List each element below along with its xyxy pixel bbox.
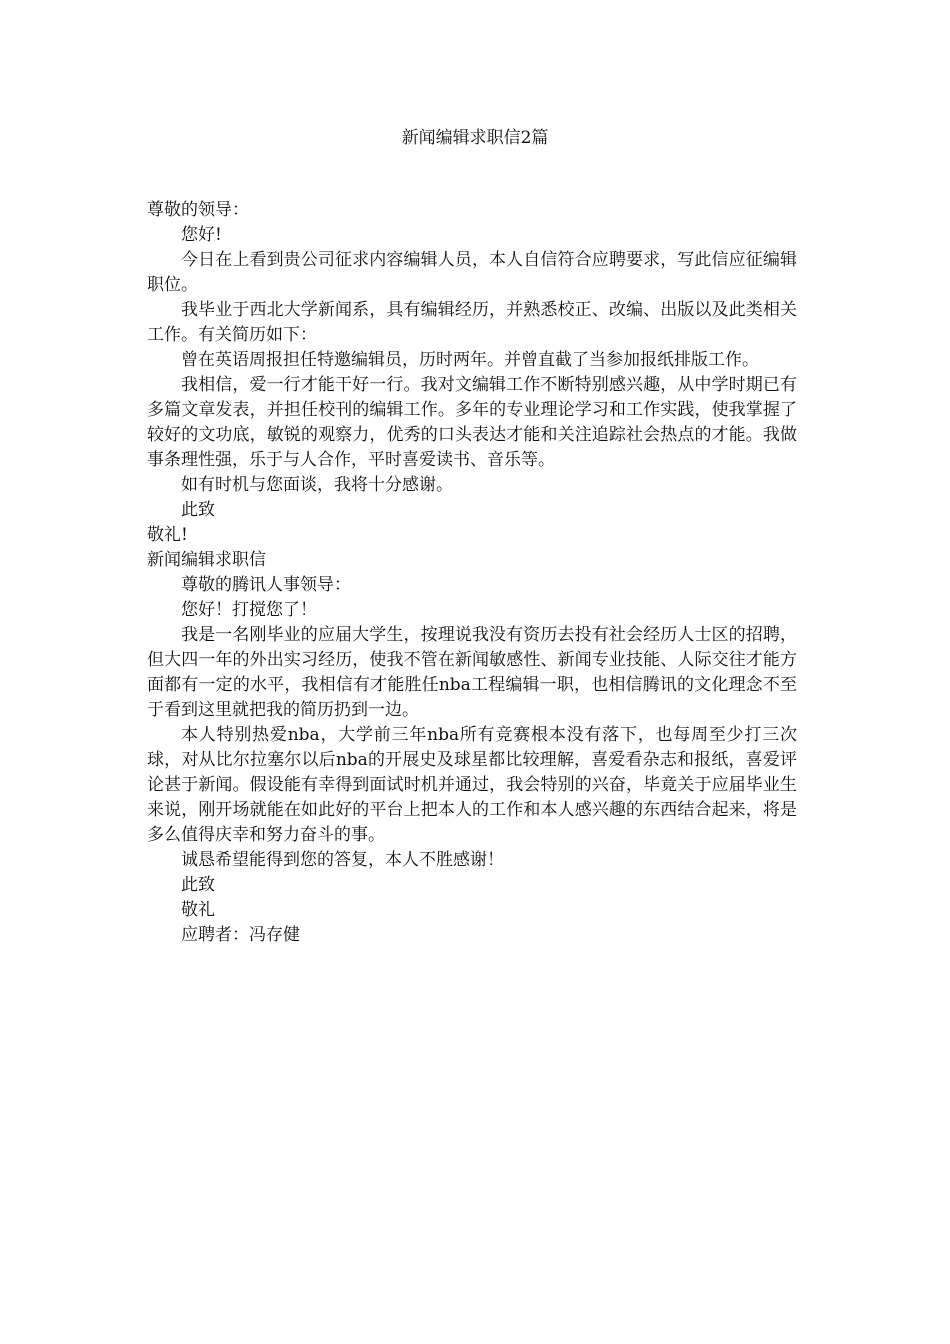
paragraph: 今日在上看到贵公司征求内容编辑人员，本人自信符合应聘要求，写此信应征编辑职位。 xyxy=(147,250,797,295)
closing: 此致 xyxy=(181,500,215,520)
document-title: 新闻编辑求职信2篇 xyxy=(401,128,549,148)
paragraph: 诚恳希望能得到您的答复，本人不胜感谢！ xyxy=(181,850,504,870)
paragraph: 我相信，爱一行才能干好一行。我对文编辑工作不断特别感兴趣，从中学时期已有多篇文章发表，并担任校刊的编辑工作。多年的专业理论学习和工作实践，使我掌握了较好的文功底，敏锐的观察力，优秀的口头表达才能和关注追踪社会热点的才能。我做事条理性强，乐于与人合作，平时喜爱读书、音乐等。 xyxy=(147,375,797,470)
paragraph: 我毕业于西北大学新闻系，具有编辑经历，并熟悉校正、改编、出版以及此类相关工作。有关简历如下： xyxy=(147,300,797,345)
signature: 应聘者：冯存健 xyxy=(181,925,300,945)
paragraph: 本人特别热爱nba，大学前三年nba所有竞赛根本没有落下，也每周至少打三次球，对从比尔拉塞尔以后nba的开展史及球星都比较理解，喜爱看杂志和报纸，喜爱评论甚于新闻。假设能有幸得到面试时机并通过，我会特别的兴奋，毕竟关于应届毕业生来说，刚开场就能在如此好的平台上把本人的工作和本人感兴趣的东西结合起来，将是多么值得庆幸和努力奋斗的事。 xyxy=(147,725,797,845)
closing: 此致 xyxy=(181,875,215,895)
closing-regards: 敬礼 xyxy=(181,900,215,920)
salutation: 您好! xyxy=(181,225,222,245)
closing-regards: 敬礼! xyxy=(147,525,188,545)
paragraph: 如有时机与您面谈，我将十分感谢。 xyxy=(181,475,453,495)
salutation: 您好！打搅您了！ xyxy=(181,600,317,620)
greeting: 尊敬的腾讯人事领导： xyxy=(181,575,351,595)
paragraph: 曾在英语周报担任特邀编辑员，历时两年。并曾直截了当参加报纸排版工作。 xyxy=(181,350,759,370)
greeting: 尊敬的领导： xyxy=(147,200,249,220)
section-heading: 新闻编辑求职信 xyxy=(147,550,266,570)
document-body xyxy=(147,198,797,948)
paragraph: 我是一名刚毕业的应届大学生，按理说我没有资历去投有社会经历人士区的招聘，但大四一年的外出实习经历，使我不管在新闻敏感性、新闻专业技能、人际交往才能方面都有一定的水平，我相信有才能胜任nba工程编辑一职，也相信腾讯的文化理念不至于看到这里就把我的简历扔到一边。 xyxy=(147,625,797,720)
